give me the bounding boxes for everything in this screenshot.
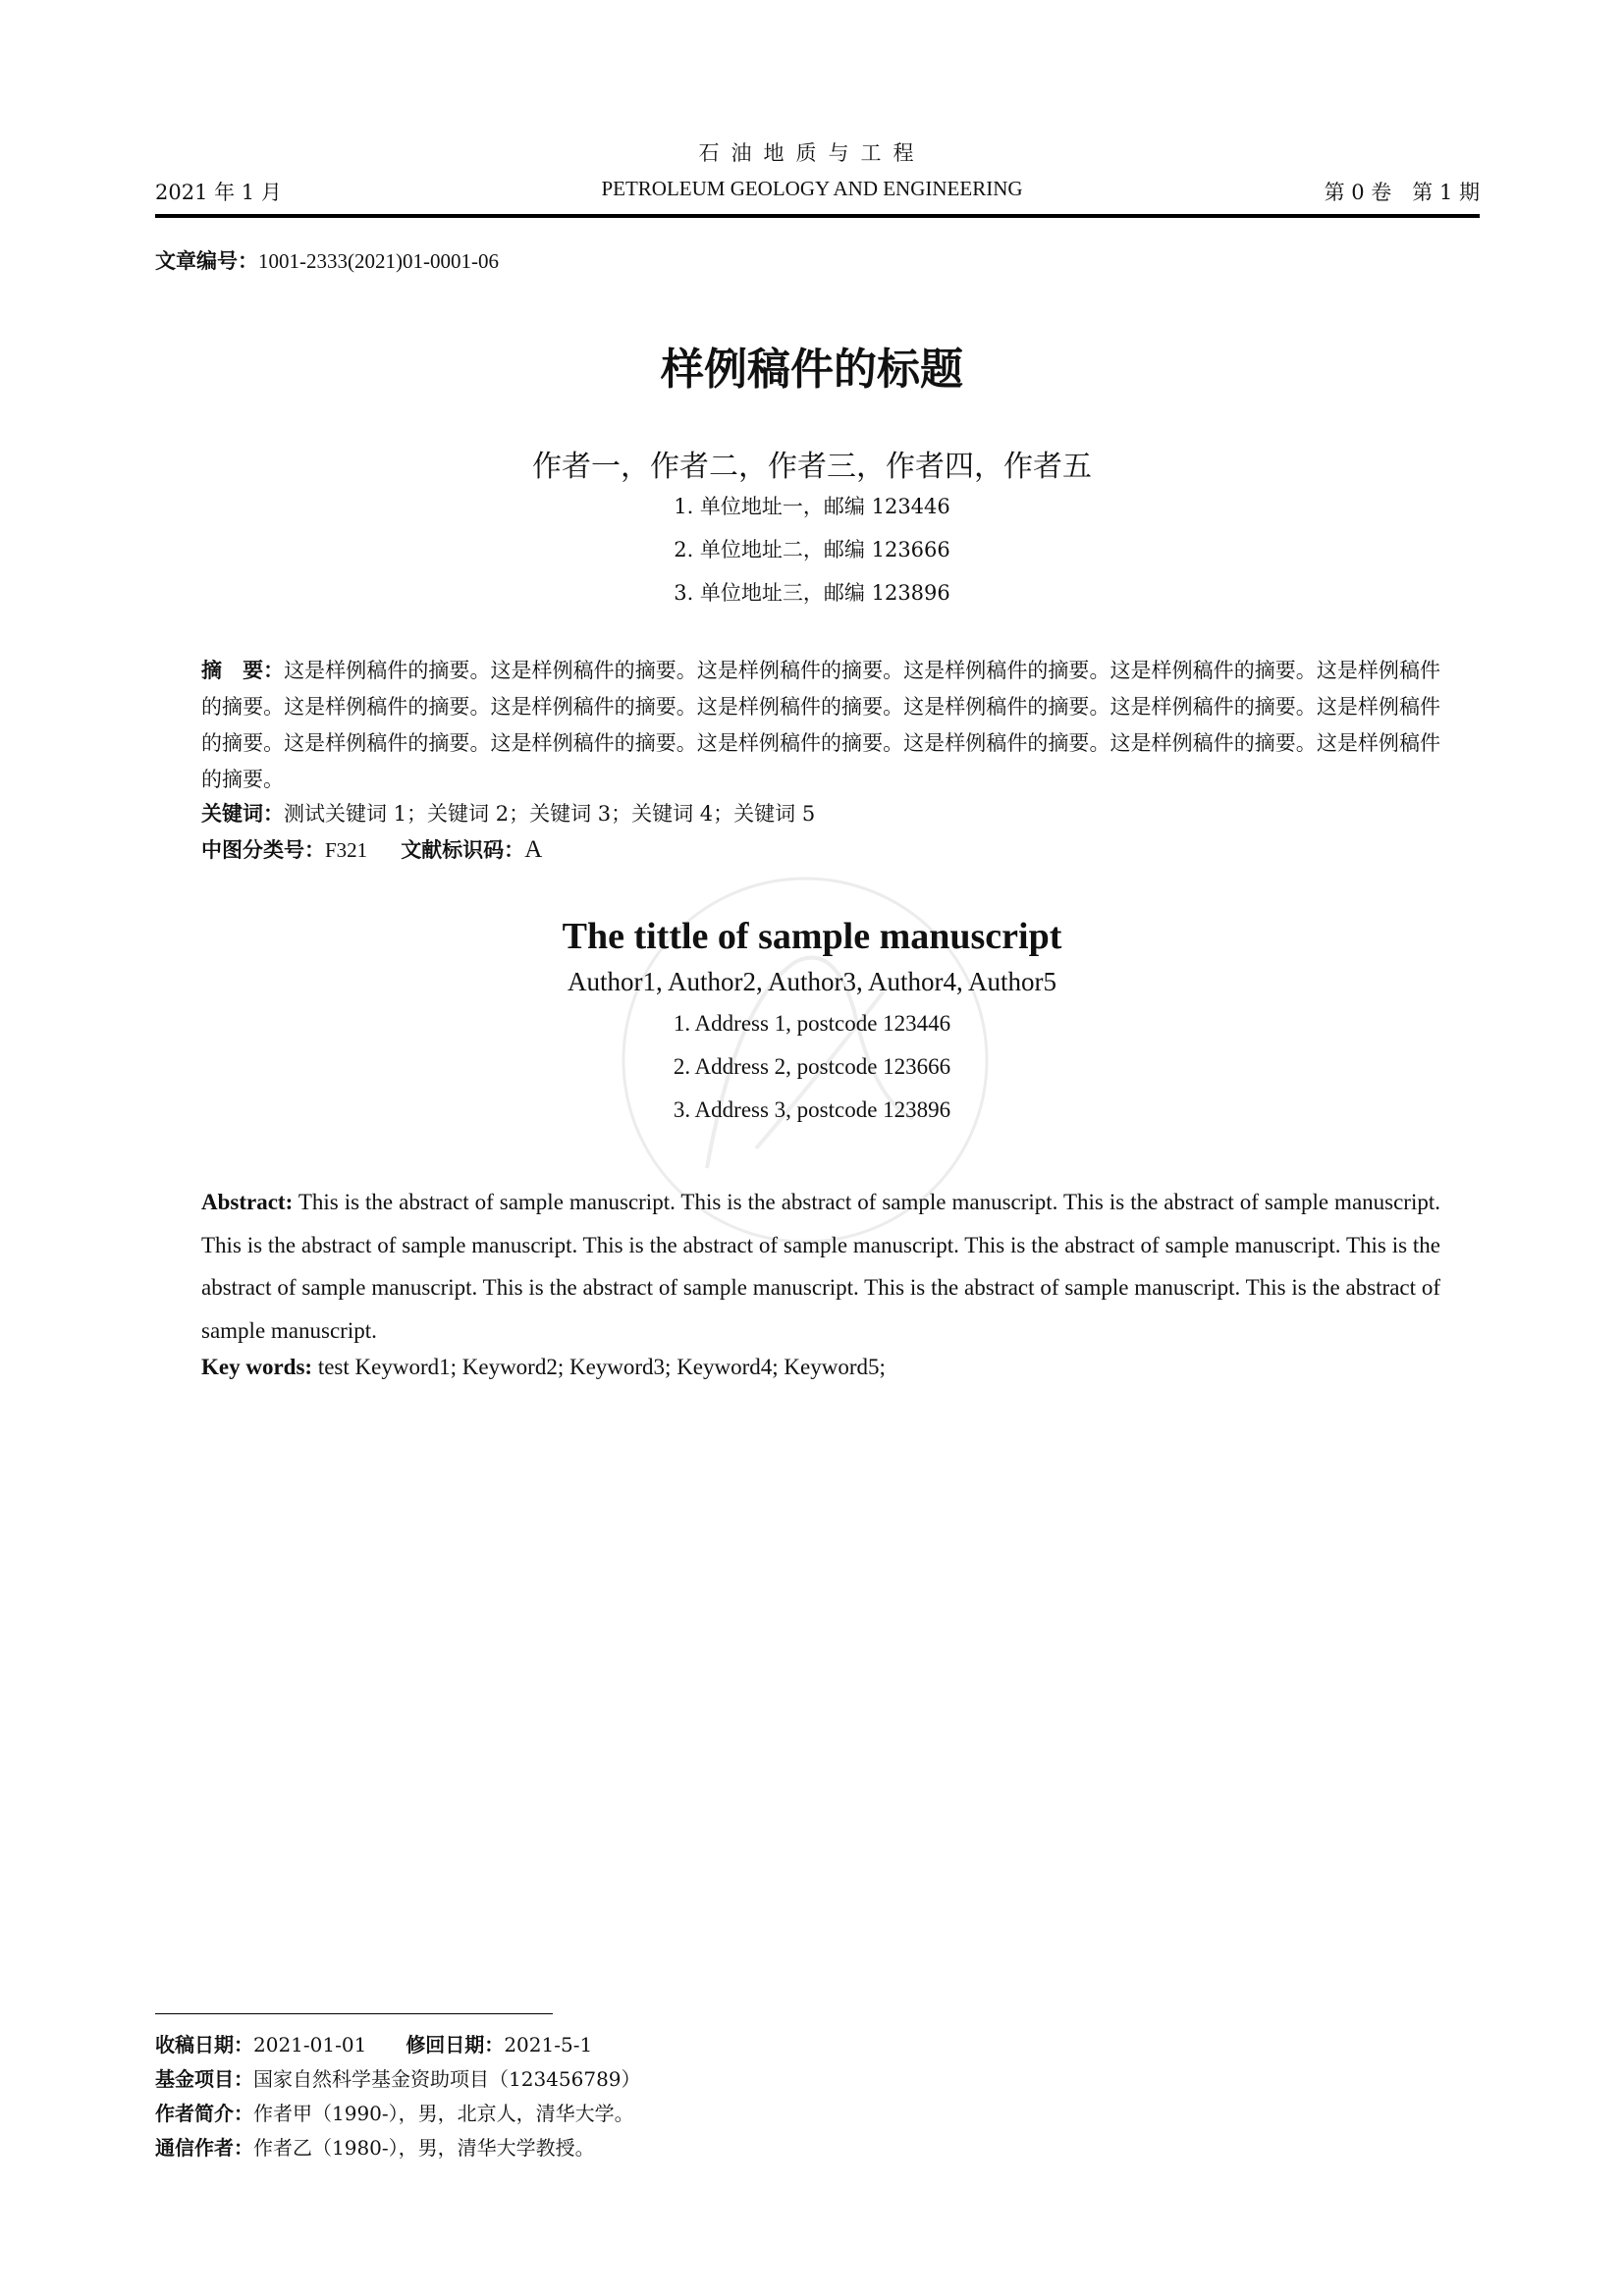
address-cn-1: 1. 单位地址一，邮编 123446 xyxy=(674,495,950,518)
keywords-cn xyxy=(201,798,815,828)
clc-label: 中图分类号： xyxy=(201,838,325,862)
address-en-2: 2. Address 2, postcode 123666 xyxy=(673,1054,951,1079)
header-rule xyxy=(155,214,1480,218)
abstract-en xyxy=(201,1181,1440,1352)
abstract-en-text: This is the abstract of sample manuscript. This is the abstract of sample manuscript. This is the abstract of sample manuscript. This is the abstract of sample manuscript. This is the abstract of sample manuscript. This is the abstract of sample manuscript. This is the abstract of sample manuscript. This is the abstract of sample manuscript. This is the abstract of sample manuscript. This is the abstract of sample manuscript. xyxy=(201,1190,1440,1343)
address-cn-2: 2. 单位地址二，邮编 123666 xyxy=(674,538,950,561)
clc-value: F321 xyxy=(325,838,368,862)
issue-date: 2021 年 1 月 xyxy=(155,181,282,204)
abstract-cn-label: 摘 要： xyxy=(201,659,285,682)
article-number-value: 1001-2333(2021)01-0001-06 xyxy=(258,249,499,273)
volume-issue: 第 0 卷 第 1 期 xyxy=(1324,181,1480,204)
title-cn: 样例稿件的标题 xyxy=(661,345,963,395)
received-date: 2021-01-01 xyxy=(253,2033,367,2056)
article-number-label: 文章编号： xyxy=(155,249,258,273)
received-label: 收稿日期： xyxy=(155,2033,253,2056)
address-en-1: 1. Address 1, postcode 123446 xyxy=(673,1011,951,1036)
footnote-rule xyxy=(155,2013,553,2014)
bio-value: 作者甲（1990-），男，北京人，清华大学。 xyxy=(253,2102,634,2125)
abstract-cn-text: 这是样例稿件的摘要。这是样例稿件的摘要。这是样例稿件的摘要。这是样例稿件的摘要。这是样例稿件的摘要。这是样例稿件的摘要。这是样例稿件的摘要。这是样例稿件的摘要。这是样例稿件的摘要。这是样例稿件的摘要。这是样例稿件的摘要。这是样例稿件的摘要。这是样例稿件的摘要。这是样例稿件的摘要。这是样例稿件的摘要。这是样例稿件的摘要。这是样例稿件的摘要。这是样例稿件的摘要。 xyxy=(201,659,1440,791)
keywords-cn-label: 关键词： xyxy=(201,802,284,826)
fund-label: 基金项目： xyxy=(155,2067,253,2091)
title-en: The tittle of sample manuscript xyxy=(562,916,1062,957)
journal-name-cn: 石油地质与工程 xyxy=(698,141,926,165)
corresponding-label: 通信作者： xyxy=(155,2136,253,2160)
article-number xyxy=(155,245,499,275)
abstract-cn xyxy=(201,653,1440,798)
footnote-author-bio xyxy=(155,2098,634,2126)
corresponding-value: 作者乙（1980-），男，清华大学教授。 xyxy=(253,2136,595,2160)
doc-code-value: A xyxy=(524,836,543,863)
footnote-dates xyxy=(155,2029,592,2057)
keywords-en-text: test Keyword1; Keyword2; Keyword3; Keyword4; Keyword5; xyxy=(317,1355,886,1379)
bio-label: 作者简介： xyxy=(155,2102,253,2125)
classification-line xyxy=(201,834,542,864)
revised-label: 修回日期： xyxy=(406,2033,505,2056)
fund-value: 国家自然科学基金资助项目（123456789） xyxy=(253,2067,641,2091)
address-en-3: 3. Address 3, postcode 123896 xyxy=(673,1097,951,1122)
doc-code-label: 文献标识码： xyxy=(401,838,525,862)
footnote-fund xyxy=(155,2063,641,2092)
abstract-en-label: Abstract: xyxy=(201,1190,294,1214)
revised-date: 2021-5-1 xyxy=(504,2033,593,2056)
authors-en: Author1, Author2, Author3, Author4, Author5 xyxy=(568,967,1056,996)
authors-cn: 作者一，作者二，作者三，作者四，作者五 xyxy=(532,450,1092,484)
keywords-en-label: Key words: xyxy=(201,1355,313,1379)
keywords-en xyxy=(201,1355,886,1380)
footnote-corresponding xyxy=(155,2132,595,2161)
journal-name-en: PETROLEUM GEOLOGY AND ENGINEERING xyxy=(601,177,1023,200)
address-cn-3: 3. 单位地址三，邮编 123896 xyxy=(674,581,950,605)
keywords-cn-text: 测试关键词 1；关键词 2；关键词 3；关键词 4；关键词 5 xyxy=(284,802,816,826)
